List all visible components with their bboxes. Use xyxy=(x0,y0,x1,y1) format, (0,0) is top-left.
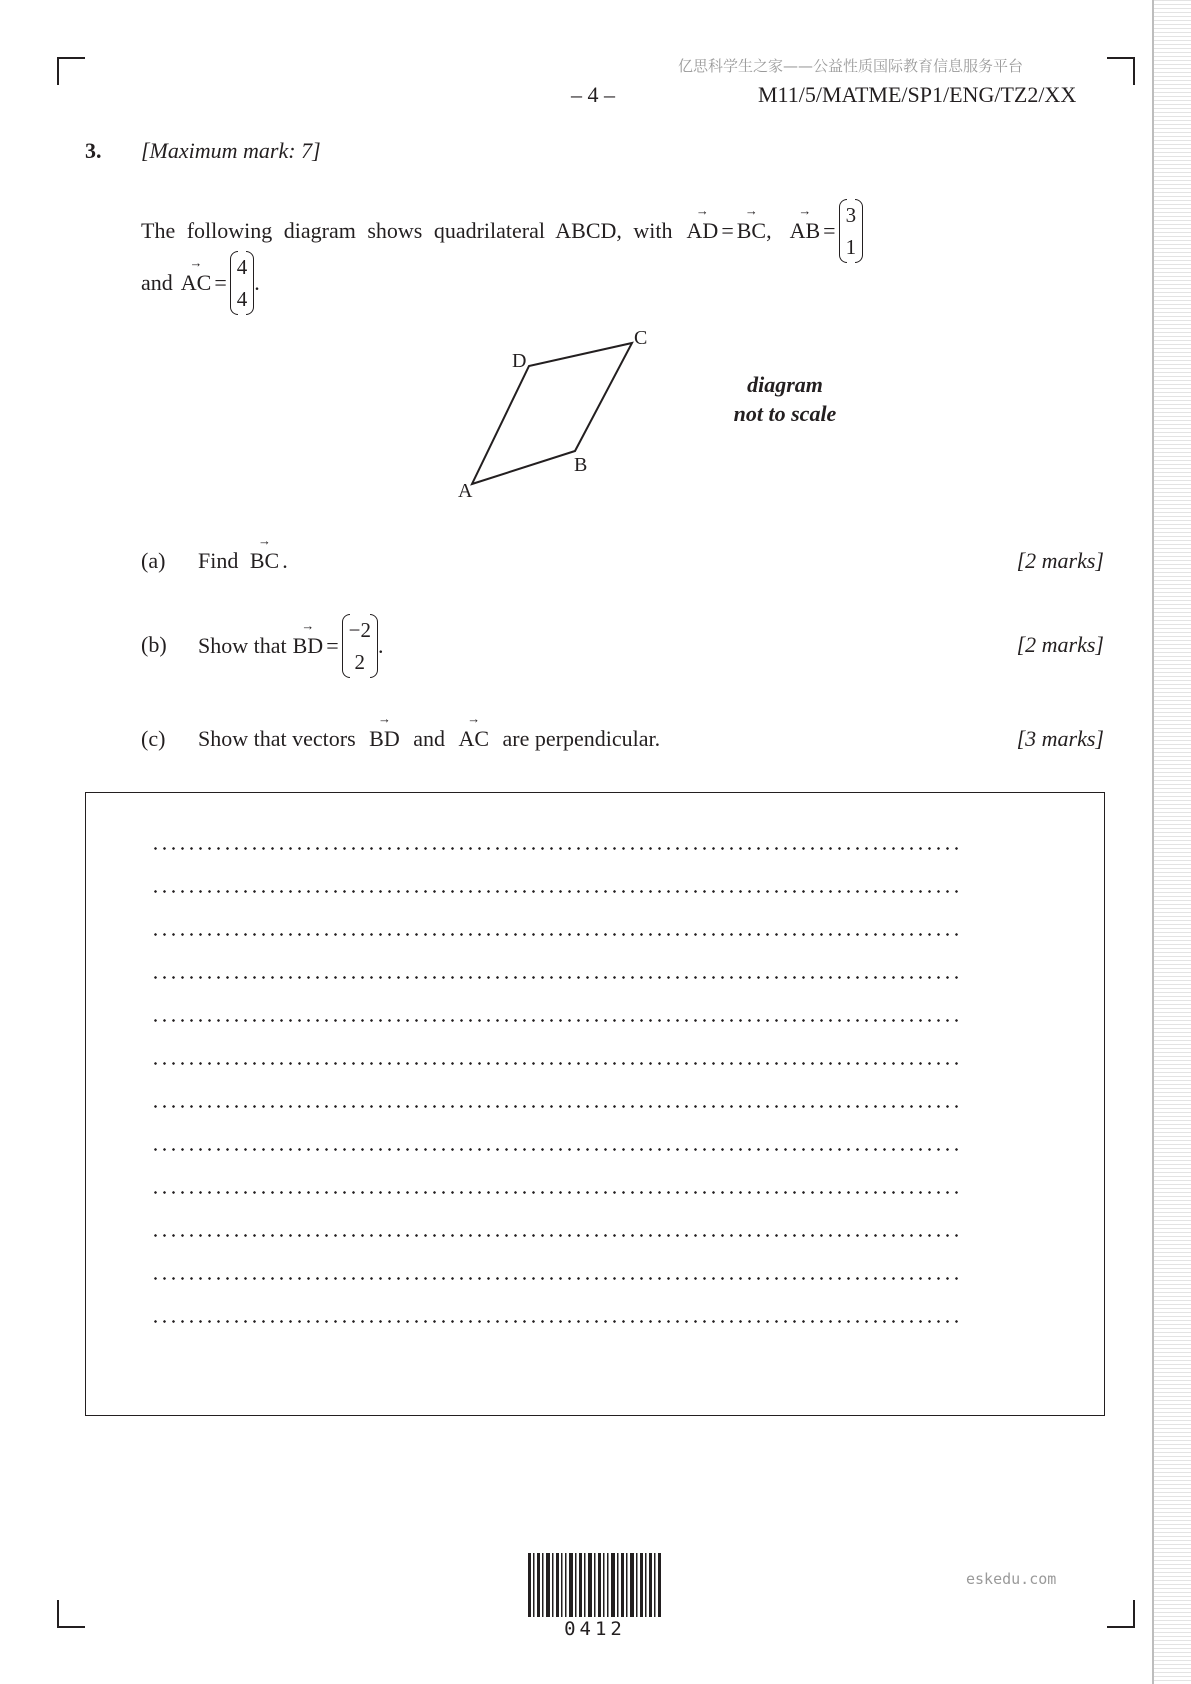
watermark-text: 亿思科学生之家——公益性质国际教育信息服务平台 xyxy=(678,57,1024,75)
answer-line[interactable] xyxy=(151,1277,963,1280)
AB-bottom: 1 xyxy=(845,235,857,259)
crop-mark-bottom-left xyxy=(57,1600,85,1628)
part-a-text xyxy=(198,548,288,574)
vector-BC: → BC xyxy=(250,548,279,574)
answer-line[interactable] xyxy=(151,933,963,936)
period: . xyxy=(254,270,260,295)
comma: , xyxy=(766,218,772,243)
vertex-label-A: A xyxy=(458,480,473,502)
vector-BC: → BC xyxy=(737,218,766,244)
diagram-note-line-1: diagram xyxy=(747,372,823,397)
AB-top: 3 xyxy=(845,203,857,227)
answer-line[interactable] xyxy=(151,976,963,979)
vertex-label-D: D xyxy=(512,350,527,372)
diagram-note-line-2: not to scale xyxy=(733,401,837,426)
part-b-label: (b) xyxy=(141,632,167,657)
part-a-label: (a) xyxy=(141,548,166,573)
AC-bottom: 4 xyxy=(236,287,248,311)
part-c-instruction: Show that vectors xyxy=(198,726,356,751)
site-label[interactable]: eskedu.com xyxy=(966,1570,1057,1588)
vector-BD: → BD xyxy=(369,726,400,752)
part-c-marks: [3 marks] xyxy=(1016,726,1104,751)
answer-line[interactable] xyxy=(151,1234,963,1237)
vector-AC: → AC xyxy=(458,726,489,752)
vertex-label-B: B xyxy=(574,454,588,476)
vector-AC: → AC xyxy=(181,270,212,296)
part-c-label: (c) xyxy=(141,726,166,751)
part-b-marks: [2 marks] xyxy=(1016,632,1104,657)
answer-line[interactable] xyxy=(151,1062,963,1065)
column-vector-BD xyxy=(342,614,378,678)
answer-line[interactable] xyxy=(151,847,963,850)
part-b-period: . xyxy=(377,633,384,658)
page-number: – 4 – xyxy=(571,82,615,107)
part-b-instruction: Show that xyxy=(198,633,287,658)
equals-sign: = xyxy=(326,633,339,658)
barcode-number: 0412 xyxy=(564,1618,626,1640)
part-c-instruction-end: are perpendicular. xyxy=(502,726,661,751)
barcode xyxy=(528,1553,662,1617)
quadrilateral-diagram xyxy=(0,0,1191,520)
paper-code: M11/5/MATME/SP1/ENG/TZ2/XX xyxy=(758,82,1077,107)
crop-mark-bottom-right xyxy=(1107,1600,1135,1628)
part-a-instruction: Find xyxy=(198,548,239,573)
answer-line[interactable] xyxy=(151,1320,963,1323)
part-a-marks: [2 marks] xyxy=(1016,548,1104,573)
part-c-text xyxy=(198,726,660,752)
and-word: and xyxy=(141,270,173,295)
equals-sign: = xyxy=(823,218,836,243)
vertex-label-C: C xyxy=(634,327,648,349)
part-a-period: . xyxy=(282,548,288,573)
equals-sign: = xyxy=(721,218,734,243)
BD-bottom: 2 xyxy=(354,650,366,674)
AC-top: 4 xyxy=(236,255,248,279)
part-b-text xyxy=(198,611,383,681)
diagram-note xyxy=(720,370,850,428)
question-number: 3. xyxy=(85,138,102,163)
answer-line[interactable] xyxy=(151,1148,963,1151)
vector-BD: → BD xyxy=(293,633,324,659)
answer-line[interactable] xyxy=(151,890,963,893)
equals-sign: = xyxy=(214,270,227,295)
intro-text: The following diagram shows quadrilateral ABCD, with xyxy=(141,218,673,243)
BD-top: −2 xyxy=(348,618,371,642)
vector-AB: → AB xyxy=(790,218,821,244)
max-mark: [Maximum mark: 7] xyxy=(141,138,321,163)
answer-line[interactable] xyxy=(151,1191,963,1194)
and-word: and xyxy=(413,726,445,751)
quadrilateral-ABCD xyxy=(472,343,632,484)
vector-AD: → AD xyxy=(687,218,719,244)
answer-line[interactable] xyxy=(151,1019,963,1022)
answer-line[interactable] xyxy=(151,1105,963,1108)
